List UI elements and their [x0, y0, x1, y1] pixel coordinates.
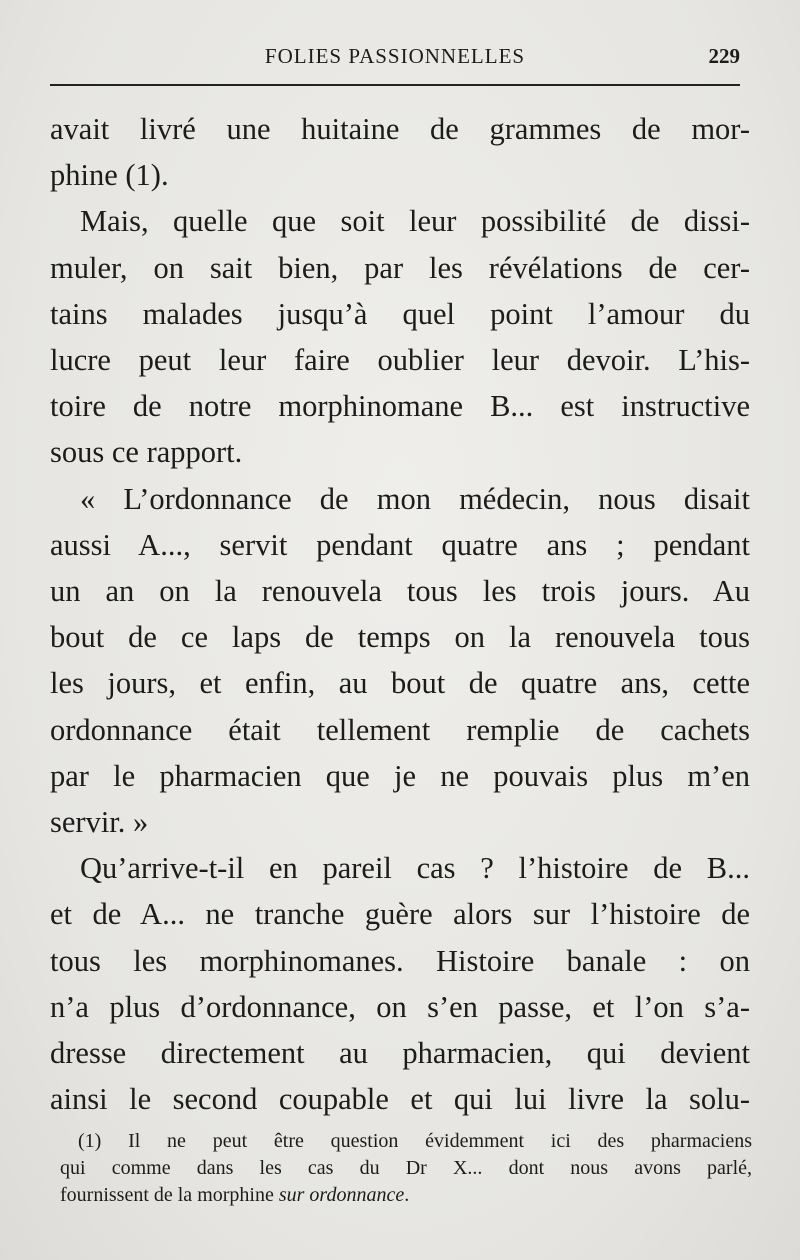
text-line: tains malades jusqu’à quel point l’amour du: [50, 296, 750, 331]
text-line: toire de notre morphinomane B... est instructive: [50, 389, 750, 424]
text-line: lucre peut leur faire oublier leur devoir. L’his-: [50, 343, 750, 378]
page-number: 229: [708, 44, 740, 68]
page-header: [50, 40, 740, 80]
text-line: Mais, quelle que soit leur possibilité de dissi-: [80, 204, 750, 239]
footnote: [60, 1128, 752, 1209]
running-title: FOLIES PASSIONNELLES: [264, 44, 526, 68]
text-line: sous ce rapport.: [50, 435, 243, 470]
footnote-period: .: [404, 1184, 410, 1206]
text-line: phine (1).: [50, 158, 169, 193]
text-line: ainsi le second coupable et qui lui livre la solu-: [50, 1082, 750, 1117]
header-rule: [50, 84, 740, 86]
body-text: [50, 106, 750, 1122]
footnote-text: fournissent de la morphine: [60, 1184, 279, 1206]
text-line: avait livré une huitaine de grammes de mor-: [50, 112, 750, 146]
text-line: et de A... ne tranche guère alors sur l’histoire de: [50, 897, 750, 932]
footnote-line: qui comme dans les cas du Dr X... dont nous avons parlé,: [60, 1157, 752, 1179]
footnote-emphasis: sur ordonnance: [278, 1184, 405, 1206]
text-line: servir. »: [50, 805, 149, 840]
text-line: par le pharmacien que je ne pouvais plus m’en: [50, 758, 750, 793]
text-line: ordonnance était tellement remplie de cachets: [50, 712, 750, 747]
text-line: « L’ordonnance de mon médecin, nous disait: [80, 481, 750, 516]
footnote-line: [60, 1182, 752, 1209]
footnote-line: (1) Il ne peut être question évidemment ici des pharmaciens: [78, 1130, 752, 1152]
text-line: dresse directement au pharmacien, qui devient: [50, 1036, 750, 1071]
text-line: tous les morphinomanes. Histoire banale : on: [50, 943, 750, 978]
text-line: aussi A..., servit pendant quatre ans ; pendant: [50, 527, 750, 562]
text-line: bout de ce laps de temps on la renouvela tous: [50, 620, 750, 655]
text-line: un an on la renouvela tous les trois jours. Au: [50, 574, 750, 609]
text-line: n’a plus d’ordonnance, on s’en passe, et l’on s’a-: [50, 989, 750, 1024]
text-line: muler, on sait bien, par les révélations de cer-: [50, 250, 750, 285]
text-line: les jours, et enfin, au bout de quatre ans, cette: [50, 666, 750, 701]
text-line: Qu’arrive-t-il en pareil cas ? l’histoire de B...: [80, 851, 750, 886]
